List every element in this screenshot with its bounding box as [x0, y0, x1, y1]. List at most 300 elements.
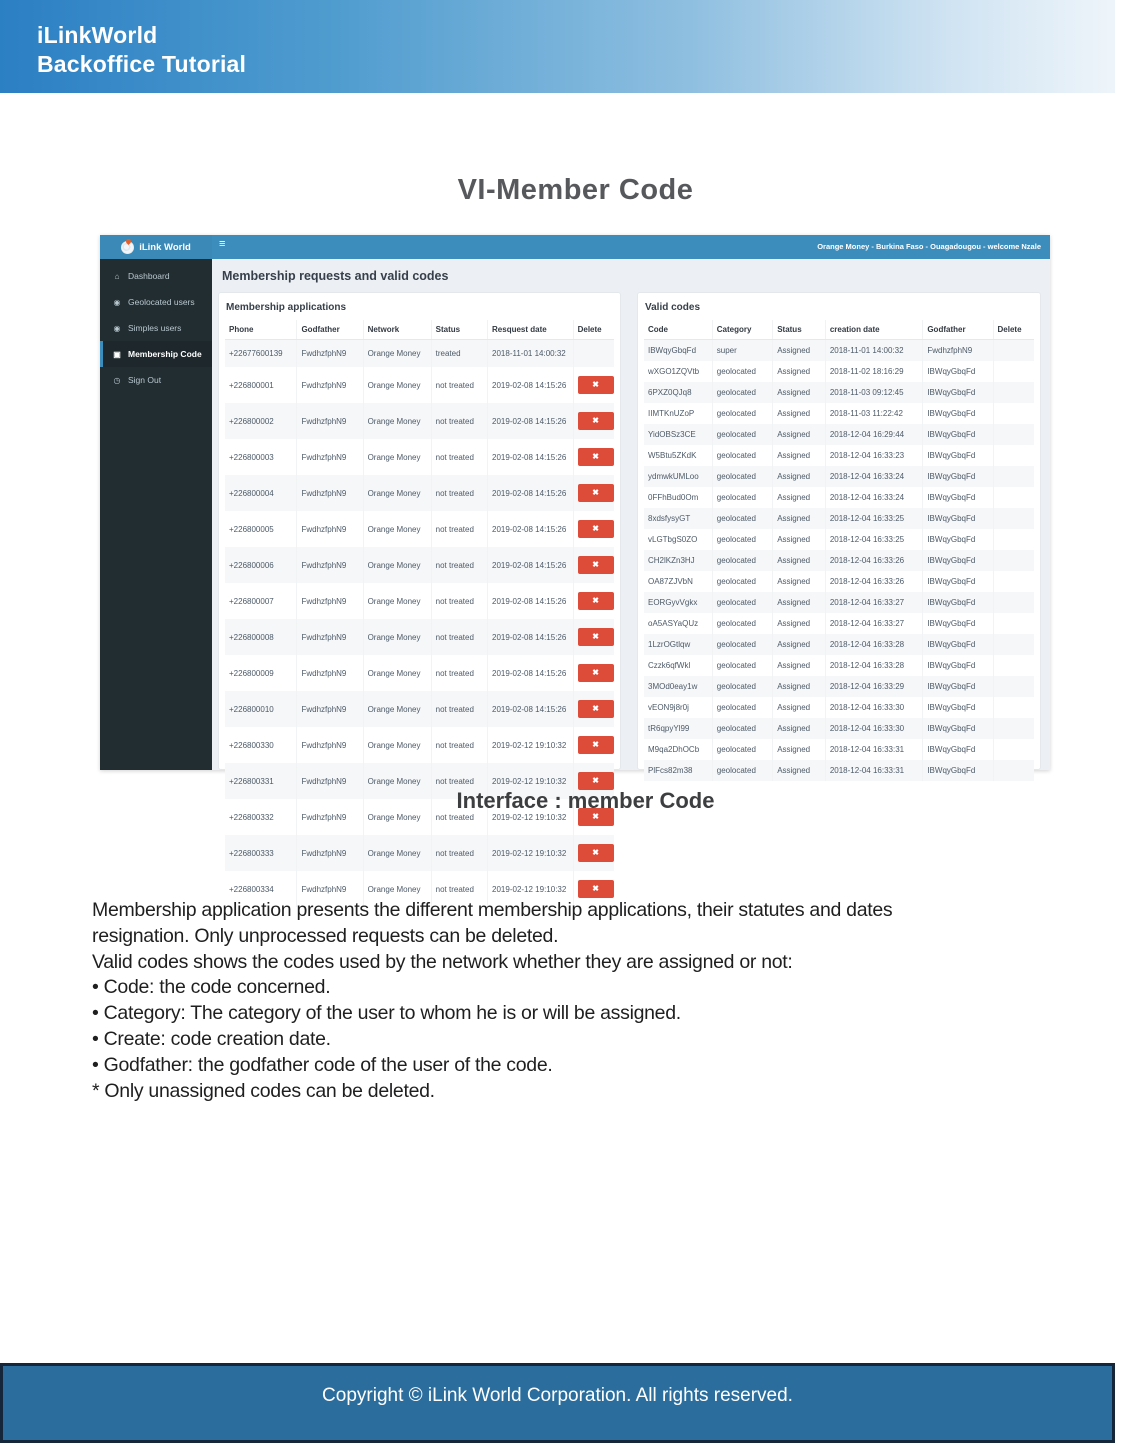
category-cell: geolocated	[712, 718, 772, 739]
valid-code-row	[644, 718, 1034, 739]
valid-code-row	[644, 424, 1034, 445]
godfather-cell: IBWqyGbqFd	[923, 571, 993, 592]
x-icon: ✖	[592, 452, 599, 461]
application-row	[225, 475, 614, 511]
valid-code-row	[644, 760, 1034, 781]
request-date-cell: 2019-02-08 14:15:26	[488, 403, 574, 439]
creation-date-cell: 2018-11-03 11:22:42	[825, 403, 923, 424]
creation-date-cell: 2018-12-04 16:33:27	[825, 592, 923, 613]
column-header-network: Network	[363, 320, 431, 340]
status-cell: not treated	[431, 835, 487, 871]
x-icon: ✖	[592, 488, 599, 497]
godfather-cell: IBWqyGbqFd	[923, 550, 993, 571]
dashboard-icon: ⌂	[114, 271, 120, 281]
category-cell: geolocated	[712, 487, 772, 508]
creation-date-cell: 2018-12-04 16:33:27	[825, 613, 923, 634]
delete-cell	[573, 583, 614, 619]
request-date-cell: 2019-02-08 14:15:26	[488, 475, 574, 511]
application-row	[225, 511, 614, 547]
category-cell: geolocated	[712, 382, 772, 403]
request-date-cell: 2019-02-12 19:10:32	[488, 763, 574, 799]
network-cell: Orange Money	[363, 763, 431, 799]
category-cell: geolocated	[712, 403, 772, 424]
delete-button[interactable]	[578, 592, 614, 610]
creation-date-cell: 2018-12-04 16:33:23	[825, 445, 923, 466]
godfather-cell: IBWqyGbqFd	[923, 697, 993, 718]
godfather-cell: FwdhzfphN9	[923, 340, 993, 362]
delete-cell	[573, 340, 614, 368]
network-cell: Orange Money	[363, 475, 431, 511]
request-date-cell: 2018-11-01 14:00:32	[488, 340, 574, 368]
delete-button[interactable]	[578, 556, 614, 574]
delete-cell	[993, 550, 1034, 571]
code-cell: oA5ASYaQUz	[648, 619, 699, 628]
status-cell: not treated	[431, 691, 487, 727]
sidebar-nav	[100, 259, 212, 770]
delete-cell	[573, 403, 614, 439]
valid-code-row	[644, 403, 1034, 424]
status-cell: not treated	[431, 439, 487, 475]
godfather-cell: IBWqyGbqFd	[923, 403, 993, 424]
panel-title: Membership applications	[226, 302, 347, 313]
status-cell: Assigned	[773, 445, 826, 466]
users-icon: ◉	[113, 323, 121, 333]
phone-cell: +226800001	[229, 380, 274, 390]
phone-cell: +226800002	[225, 403, 297, 439]
x-icon: ✖	[592, 560, 599, 569]
godfather-cell: FwdhzfphN9	[297, 583, 363, 619]
top-navbar	[100, 235, 1050, 259]
sidebar-item-sign-out[interactable]	[100, 367, 212, 393]
status-cell: Assigned	[773, 382, 826, 403]
phone-cell: +226800007	[229, 596, 274, 606]
delete-button[interactable]	[578, 484, 614, 502]
creation-date-cell: 2018-12-04 16:33:29	[825, 676, 923, 697]
column-header-delete: Delete	[573, 320, 614, 340]
delete-cell	[573, 655, 614, 691]
network-cell: Orange Money	[363, 727, 431, 763]
godfather-cell: IBWqyGbqFd	[923, 592, 993, 613]
code-cell: YidOBSz3CE	[644, 424, 712, 445]
valid-code-row	[644, 613, 1034, 634]
creation-date-cell: 2018-12-04 16:33:30	[825, 718, 923, 739]
valid-code-row	[644, 445, 1034, 466]
delete-button[interactable]	[578, 448, 614, 466]
network-cell: Orange Money	[363, 619, 431, 655]
network-cell: Orange Money	[363, 340, 431, 368]
category-cell: geolocated	[712, 445, 772, 466]
globe-logo-icon	[121, 241, 134, 254]
request-date-cell: 2019-02-08 14:15:26	[488, 367, 574, 403]
godfather-cell: IBWqyGbqFd	[923, 655, 993, 676]
status-cell: Assigned	[773, 697, 826, 718]
godfather-cell: IBWqyGbqFd	[923, 424, 993, 445]
godfather-cell: FwdhzfphN9	[297, 655, 363, 691]
status-cell: Assigned	[773, 487, 826, 508]
figure-caption: Interface : member Code	[456, 788, 715, 813]
godfather-cell: FwdhzfphN9	[297, 367, 363, 403]
valid-code-row	[644, 634, 1034, 655]
delete-cell	[573, 367, 614, 403]
x-icon: ✖	[592, 524, 599, 533]
code-cell: W5Btu5ZKdK	[648, 451, 697, 460]
application-row	[225, 439, 614, 475]
delete-button[interactable]	[578, 628, 614, 646]
valid-code-row	[644, 550, 1034, 571]
creation-date-cell: 2018-11-02 18:16:29	[825, 361, 923, 382]
phone-cell: +226800332	[229, 812, 274, 822]
network-cell: Orange Money	[363, 403, 431, 439]
category-cell: geolocated	[712, 592, 772, 613]
godfather-cell: IBWqyGbqFd	[923, 529, 993, 550]
delete-cell	[573, 619, 614, 655]
x-icon: ✖	[592, 416, 599, 425]
delete-cell	[993, 424, 1034, 445]
delete-cell	[993, 739, 1034, 760]
creation-date-cell: 2018-12-04 16:33:26	[825, 550, 923, 571]
request-date-cell: 2019-02-12 19:10:32	[488, 871, 574, 907]
sidebar-item-geolocated-users[interactable]	[100, 289, 212, 315]
creation-date-cell: 2018-12-04 16:33:25	[825, 508, 923, 529]
phone-cell: +226800005	[229, 524, 274, 534]
godfather-cell: IBWqyGbqFd	[923, 718, 993, 739]
hamburger-menu-icon[interactable]: ≡	[219, 238, 226, 250]
valid-code-row	[644, 340, 1034, 362]
phone-cell: +226800008	[225, 619, 297, 655]
status-cell: not treated	[431, 871, 487, 907]
status-cell: Assigned	[773, 634, 826, 655]
body-line: Valid codes shows the codes used by the network whether they are assigned or not:	[92, 950, 793, 973]
creation-date-cell: 2018-12-04 16:29:44	[825, 424, 923, 445]
column-header-status: Status	[773, 320, 826, 340]
phone-cell: +226800006	[225, 547, 297, 583]
code-cell: PlFcs82m38	[644, 760, 712, 781]
delete-cell	[993, 655, 1034, 676]
category-cell: geolocated	[712, 613, 772, 634]
category-cell: geolocated	[712, 760, 772, 781]
network-cell: Orange Money	[363, 439, 431, 475]
delete-button[interactable]	[578, 844, 614, 862]
status-cell: treated	[431, 340, 487, 368]
godfather-cell: FwdhzfphN9	[297, 403, 363, 439]
creation-date-cell: 2018-12-04 16:33:25	[825, 529, 923, 550]
column-header-status: Status	[431, 320, 487, 340]
banner-brand: iLinkWorld	[37, 22, 158, 48]
status-cell: not treated	[431, 475, 487, 511]
application-row	[225, 340, 614, 368]
delete-cell	[993, 361, 1034, 382]
app-logo[interactable]	[100, 235, 212, 259]
godfather-cell: IBWqyGbqFd	[923, 634, 993, 655]
valid-code-row	[644, 571, 1034, 592]
users-icon: ◉	[113, 297, 121, 307]
application-row	[225, 727, 614, 763]
godfather-cell: IBWqyGbqFd	[923, 760, 993, 781]
delete-button[interactable]	[578, 880, 614, 898]
godfather-cell: FwdhzfphN9	[297, 619, 363, 655]
code-cell: IBWqyGbqFd	[644, 340, 712, 362]
phone-cell: +226800331	[225, 763, 297, 799]
request-date-cell: 2019-02-12 19:10:32	[488, 727, 574, 763]
banner-subtitle: Backoffice Tutorial	[37, 51, 247, 77]
status-cell: Assigned	[773, 592, 826, 613]
x-icon: ✖	[592, 776, 599, 785]
godfather-cell: IBWqyGbqFd	[923, 445, 993, 466]
category-cell: geolocated	[712, 550, 772, 571]
request-date-cell: 2019-02-12 19:10:32	[488, 835, 574, 871]
category-cell: super	[712, 340, 772, 362]
valid-codes-panel	[637, 292, 1041, 775]
delete-cell	[993, 340, 1034, 362]
category-cell: geolocated	[712, 697, 772, 718]
column-header-category: Category	[712, 320, 772, 340]
phone-cell: +226800330	[229, 740, 274, 750]
godfather-cell: IBWqyGbqFd	[923, 739, 993, 760]
godfather-cell: IBWqyGbqFd	[923, 466, 993, 487]
x-icon: ✖	[592, 884, 599, 893]
code-cell: wXGO1ZQVtb	[648, 367, 700, 376]
network-cell: Orange Money	[363, 655, 431, 691]
application-row	[225, 835, 614, 871]
valid-code-row	[644, 655, 1034, 676]
status-cell: Assigned	[773, 466, 826, 487]
request-date-cell: 2019-02-08 14:15:26	[488, 439, 574, 475]
copyright-text: Copyright © iLink World Corporation. All rights reserved.	[322, 1385, 793, 1406]
page-title: VI-Member Code	[457, 174, 694, 206]
status-cell: Assigned	[773, 676, 826, 697]
delete-cell	[993, 445, 1034, 466]
godfather-cell: FwdhzfphN9	[297, 691, 363, 727]
delete-button[interactable]	[578, 736, 614, 754]
request-date-cell: 2019-02-08 14:15:26	[488, 655, 574, 691]
sidebar-item-label: Simples users	[128, 323, 182, 333]
code-cell: EORGyvVgkx	[644, 592, 712, 613]
sidebar-item-label: Sign Out	[128, 375, 162, 385]
delete-cell	[993, 508, 1034, 529]
status-cell: not treated	[431, 799, 487, 835]
godfather-cell: FwdhzfphN9	[297, 439, 363, 475]
status-cell: Assigned	[773, 655, 826, 676]
godfather-cell: FwdhzfphN9	[297, 763, 363, 799]
godfather-cell: IBWqyGbqFd	[923, 361, 993, 382]
status-cell: not treated	[431, 547, 487, 583]
category-cell: geolocated	[712, 508, 772, 529]
application-row	[225, 367, 614, 403]
godfather-cell: FwdhzfphN9	[297, 727, 363, 763]
godfather-cell: IBWqyGbqFd	[923, 382, 993, 403]
status-cell: Assigned	[773, 718, 826, 739]
x-icon: ✖	[592, 380, 599, 389]
network-cell: Orange Money	[363, 511, 431, 547]
network-cell: Orange Money	[363, 583, 431, 619]
delete-cell	[993, 571, 1034, 592]
application-row	[225, 691, 614, 727]
category-cell: geolocated	[712, 571, 772, 592]
body-line: • Code: the code concerned.	[92, 976, 331, 999]
page-footer	[0, 1363, 1115, 1443]
x-icon: ✖	[592, 848, 599, 857]
delete-button[interactable]	[578, 412, 614, 430]
topbar-user-info: Orange Money - Burkina Faso - Ouagadougou - welcome Nzale	[817, 242, 1041, 251]
valid-code-row	[644, 529, 1034, 550]
application-row	[225, 403, 614, 439]
creation-date-cell: 2018-12-04 16:33:28	[825, 634, 923, 655]
delete-button[interactable]	[578, 520, 614, 538]
delete-cell	[573, 475, 614, 511]
status-cell: Assigned	[773, 550, 826, 571]
phone-cell: +226800333	[225, 835, 297, 871]
table-header-row	[225, 320, 614, 340]
body-line: • Create: code creation date.	[92, 1027, 331, 1050]
code-cell: 1LzrOGtlqw	[644, 634, 712, 655]
godfather-cell: IBWqyGbqFd	[923, 613, 993, 634]
request-date-cell: 2019-02-08 14:15:26	[488, 619, 574, 655]
delete-cell	[573, 727, 614, 763]
delete-cell	[993, 697, 1034, 718]
code-cell: CH2lKZn3HJ	[644, 550, 712, 571]
status-cell: Assigned	[773, 508, 826, 529]
category-cell: geolocated	[712, 424, 772, 445]
creation-date-cell: 2018-12-04 16:33:28	[825, 655, 923, 676]
request-date-cell: 2019-02-08 14:15:26	[488, 547, 574, 583]
body-line: * Only unassigned codes can be deleted.	[92, 1079, 435, 1102]
creation-date-cell: 2018-12-04 16:33:24	[825, 487, 923, 508]
valid-code-row	[644, 487, 1034, 508]
delete-button[interactable]	[578, 664, 614, 682]
godfather-cell: FwdhzfphN9	[297, 340, 363, 368]
code-cell: 6PXZ0QJq8	[644, 382, 712, 403]
valid-code-row	[644, 508, 1034, 529]
column-header-phone: Phone	[225, 320, 297, 340]
delete-button[interactable]	[578, 376, 614, 394]
table-header-row	[644, 320, 1034, 340]
category-cell: geolocated	[712, 361, 772, 382]
request-date-cell: 2019-02-08 14:15:26	[488, 691, 574, 727]
delete-cell	[573, 547, 614, 583]
category-cell: geolocated	[712, 655, 772, 676]
code-cell: IIMTKnUZoP	[648, 409, 695, 418]
code-cell: 8xdsfysyGT	[644, 508, 712, 529]
body-line: resignation. Only unprocessed requests can be deleted.	[92, 924, 559, 947]
delete-cell	[573, 439, 614, 475]
request-date-cell: 2019-02-08 14:15:26	[488, 583, 574, 619]
column-header-creation-date: creation date	[825, 320, 923, 340]
sign-out-icon: ◷	[113, 375, 121, 385]
valid-code-row	[644, 676, 1034, 697]
status-cell: not treated	[431, 763, 487, 799]
godfather-cell: FwdhzfphN9	[297, 511, 363, 547]
category-cell: geolocated	[712, 466, 772, 487]
column-header-code: Code	[644, 320, 712, 340]
godfather-cell: FwdhzfphN9	[297, 871, 363, 907]
creation-date-cell: 2018-12-04 16:33:30	[825, 697, 923, 718]
code-cell: vEON9j8r0j	[648, 703, 689, 712]
godfather-cell: FwdhzfphN9	[297, 835, 363, 871]
creation-date-cell: 2018-11-01 14:00:32	[825, 340, 923, 362]
column-header-godfather: Godfather	[297, 320, 363, 340]
delete-cell	[993, 403, 1034, 424]
column-header-godfather: Godfather	[923, 320, 993, 340]
status-cell: Assigned	[773, 340, 826, 362]
delete-cell	[993, 613, 1034, 634]
status-cell: Assigned	[773, 361, 826, 382]
godfather-cell: FwdhzfphN9	[297, 547, 363, 583]
phone-cell: +226800003	[229, 452, 274, 462]
status-cell: Assigned	[773, 424, 826, 445]
network-cell: Orange Money	[363, 547, 431, 583]
sidebar-item-dashboard[interactable]	[100, 263, 212, 289]
delete-cell	[993, 760, 1034, 781]
application-row	[225, 619, 614, 655]
code-cell: 3MOd0eay1w	[644, 676, 712, 697]
phone-cell: +226800004	[225, 475, 297, 511]
creation-date-cell: 2018-12-04 16:33:31	[825, 760, 923, 781]
phone-cell: +226800334	[229, 884, 274, 894]
status-cell: not treated	[431, 583, 487, 619]
sidebar-item-label: Dashboard	[128, 271, 170, 281]
application-row	[225, 583, 614, 619]
delete-cell	[993, 487, 1034, 508]
brand-name: iLink World	[139, 241, 191, 253]
status-cell: Assigned	[773, 571, 826, 592]
category-cell: geolocated	[712, 739, 772, 760]
network-cell: Orange Money	[363, 799, 431, 835]
request-date-cell: 2019-02-08 14:15:26	[488, 511, 574, 547]
delete-cell	[993, 676, 1034, 697]
panel-title: Valid codes	[645, 302, 701, 313]
status-cell: Assigned	[773, 739, 826, 760]
creation-date-cell: 2018-12-04 16:33:31	[825, 739, 923, 760]
network-cell: Orange Money	[363, 871, 431, 907]
column-header-delete: Delete	[993, 320, 1034, 340]
x-icon: ✖	[592, 812, 599, 821]
x-icon: ✖	[592, 740, 599, 749]
category-cell: geolocated	[712, 634, 772, 655]
body-line: • Godfather: the godfather code of the user of the code.	[92, 1053, 553, 1076]
body-line: Membership application presents the different membership applications, their statutes and dates	[92, 899, 893, 921]
sidebar-item-membership-code[interactable]	[100, 341, 212, 367]
godfather-cell: FwdhzfphN9	[297, 799, 363, 835]
status-cell: not treated	[431, 619, 487, 655]
status-cell: not treated	[431, 403, 487, 439]
code-cell: Czzk6qfWkl	[648, 661, 691, 670]
delete-cell	[993, 529, 1034, 550]
category-cell: geolocated	[712, 529, 772, 550]
phone-cell: +226800010	[225, 691, 297, 727]
status-cell: not treated	[431, 511, 487, 547]
godfather-cell: IBWqyGbqFd	[923, 487, 993, 508]
delete-button[interactable]	[578, 700, 614, 718]
status-cell: Assigned	[773, 403, 826, 424]
body-text	[92, 898, 1042, 1104]
phone-cell: +22677600139	[225, 340, 297, 368]
delete-cell	[993, 592, 1034, 613]
content-heading: Membership requests and valid codes	[222, 269, 449, 283]
creation-date-cell: 2018-12-04 16:33:24	[825, 466, 923, 487]
valid-code-row	[644, 697, 1034, 718]
creation-date-cell: 2018-12-04 16:33:26	[825, 571, 923, 592]
sidebar-item-simples-users[interactable]	[100, 315, 212, 341]
network-cell: Orange Money	[363, 367, 431, 403]
valid-code-row	[644, 739, 1034, 760]
network-cell: Orange Money	[363, 835, 431, 871]
phone-cell: +226800009	[229, 668, 274, 678]
status-cell: Assigned	[773, 529, 826, 550]
valid-code-row	[644, 466, 1034, 487]
valid-code-row	[644, 361, 1034, 382]
valid-code-row	[644, 382, 1034, 403]
delete-cell	[573, 835, 614, 871]
